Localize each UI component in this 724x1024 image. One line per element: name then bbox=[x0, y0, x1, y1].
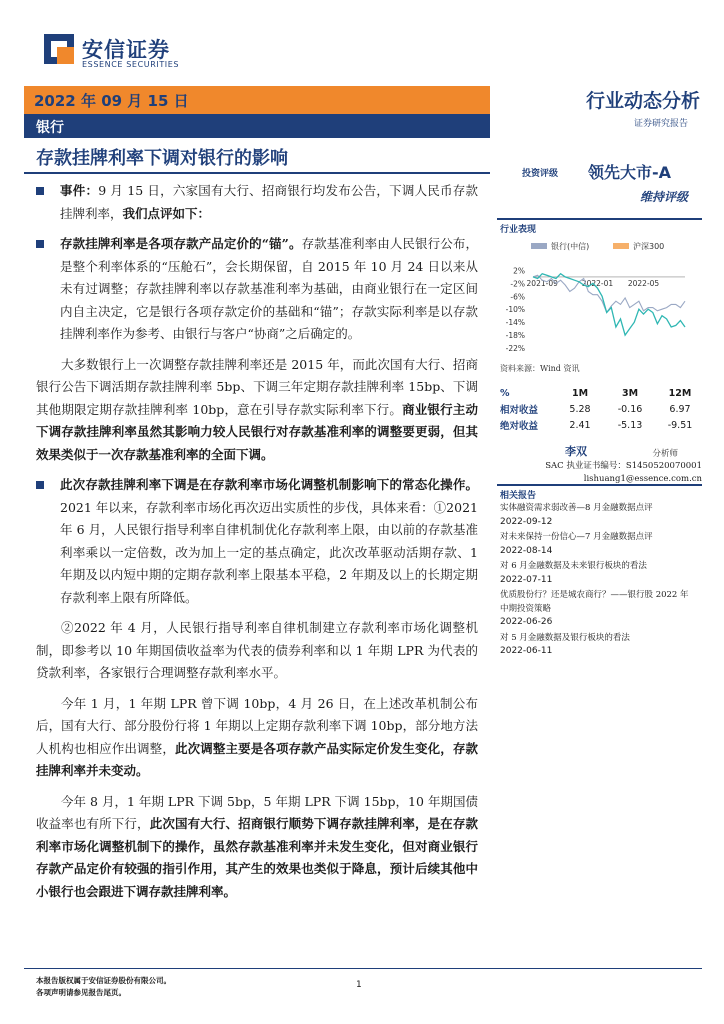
list-item[interactable] bbox=[500, 502, 690, 529]
row-label: 相对收益 bbox=[500, 405, 539, 416]
list-item[interactable] bbox=[500, 560, 690, 587]
analyst-name: 李双 bbox=[565, 445, 587, 458]
table-header: % bbox=[500, 387, 510, 399]
row-label: 绝对收益 bbox=[500, 421, 539, 432]
report-date: 2022 年 09 月 15 日 bbox=[34, 92, 189, 110]
related-report-date: 2022-08-14 bbox=[500, 545, 553, 556]
para-text: ②2022 年 4 月，人民银行指导利率自律机制建立存款利率市场化调整机制，即参考以 10 年期国债收益率为代表的债券利率和以 1 年期 LPR 为代表的贷款利率，各家银行合理调整存款利率水平。 bbox=[36, 620, 478, 680]
paragraph-event bbox=[36, 180, 478, 225]
table-cell: 6.97 bbox=[669, 403, 691, 415]
para-bold: 此次国有大行、招商银行顺势下调存款挂牌利率，是在存款利率市场化调整机制下的操作，虽然存款基准利率并未发生变化，但对商业银行存款产品定价有较强的指引作用，其产生的效果也类似于降息，预计后续其他中小银行也会跟进下调存款挂牌利率。 bbox=[36, 816, 478, 899]
footer-copyright: 本报告版权属于安信证券股份有限公司。 bbox=[36, 976, 171, 985]
related-report-title[interactable]: 实体融资需求弱改善—8 月金融数据点评 bbox=[500, 503, 653, 513]
legend-swatch bbox=[531, 243, 547, 249]
rating-value: 领先大市-A bbox=[588, 163, 672, 182]
para-lead: 此次存款挂牌利率下调是在存款利率市场化调整机制影响下的常态化操作。 bbox=[60, 477, 478, 492]
para-lead: 存款挂牌利率是各项存款产品定价的“锚”。 bbox=[60, 236, 302, 251]
y-tick-label: 2% bbox=[513, 266, 525, 276]
footer-disclaimer bbox=[36, 975, 171, 999]
related-report-title[interactable]: 对 5 月金融数据及银行板块的看法 bbox=[500, 632, 630, 643]
report-subtype: 证券研究报告 bbox=[633, 119, 688, 129]
para-text: 今年 8 月，1 年期 LPR 下调 5bp，5 年期 LPR 下调 15bp，10 年期国债收益率也有所下行， bbox=[36, 793, 478, 831]
related-report-title[interactable]: 对未来保持一份信心—7 月金融数据点评 bbox=[500, 532, 653, 542]
analyst-block bbox=[497, 445, 702, 486]
related-report-date: 2022-09-12 bbox=[500, 516, 553, 527]
table-cell: -5.13 bbox=[617, 419, 643, 431]
page-number: 1 bbox=[356, 980, 362, 990]
paragraph-january bbox=[36, 693, 478, 783]
table-cell: -0.16 bbox=[617, 403, 643, 415]
analyst-name-row bbox=[497, 445, 702, 460]
table-header-row bbox=[500, 385, 705, 401]
para-bold: 商业银行主动下调存款挂牌利率虽然其影响力较人民银行对存款基准利率的调整要更弱，但其效果类似于一次存款基准利率的全面下调。 bbox=[36, 401, 478, 462]
chart-source: 资料来源：Wind 资讯 bbox=[500, 364, 580, 373]
table-row bbox=[500, 417, 705, 433]
section-divider bbox=[497, 218, 702, 220]
performance-chart bbox=[497, 234, 702, 360]
industry-label: 银行 bbox=[36, 120, 64, 136]
para-text: 9 月 15 日，六家国有大行、招商银行均发布公告，下调人民币存款挂牌利率， bbox=[60, 183, 478, 221]
bullet-icon bbox=[36, 481, 44, 489]
table-cell: 2.41 bbox=[569, 419, 591, 431]
related-reports bbox=[500, 502, 690, 661]
para-bold: 我们点评如下： bbox=[122, 205, 211, 221]
table-row bbox=[500, 401, 705, 417]
related-report-date: 2022-07-11 bbox=[500, 574, 553, 585]
report-type: 行业动态分析 bbox=[585, 90, 700, 112]
table-header: 3M bbox=[621, 387, 639, 399]
analyst-email[interactable]: lishuang1@essence.com.cn bbox=[583, 474, 702, 484]
paragraph-august bbox=[36, 791, 478, 904]
table-header: 1M bbox=[571, 387, 589, 399]
x-tick-label: 2021-09 bbox=[526, 278, 558, 288]
para-bold: 此次调整主要是各项存款产品实际定价发生变化，存款挂牌利率并未变动。 bbox=[36, 740, 478, 778]
para-text: 大多数银行上一次调整存款挂牌利率还是 2015 年，而此次国有大行、招商银行公告下调活期存款挂牌利率 5bp、下调三年定期存款挂牌利率 15bp、下调其他期限定期存款挂牌利率 10bp，意在引导存款实际利率下行。 bbox=[36, 356, 478, 417]
rating-label: 投资评级 bbox=[522, 169, 559, 179]
analyst-role: 分析师 bbox=[652, 449, 678, 459]
page-title: 存款挂牌利率下调对银行的影响 bbox=[36, 148, 288, 169]
logo-english: ESSENCE SECURITIES bbox=[82, 60, 180, 69]
table-cell: -9.51 bbox=[667, 419, 693, 431]
paragraph-anchor bbox=[36, 233, 478, 346]
para-lead: 事件： bbox=[60, 183, 99, 198]
y-tick-label: -22% bbox=[505, 344, 525, 353]
para-text: 今年 1 月，1 年期 LPR 曾下调 10bp，4 月 26 日，在上述改革机制公布后，国有大行、部分股份行将 1 年期以上定期存款利率下调 10bp，部分地方法人机构也相应作出调整， bbox=[36, 695, 478, 756]
paragraph-market bbox=[36, 474, 478, 609]
y-tick-label: -10% bbox=[505, 305, 525, 315]
x-tick-label: 2022-01 bbox=[581, 278, 614, 288]
para-text: 2021 年以来，存款利率市场化再次迈出实质性的步伐，具体来看：①2021 年 6 月，人民银行指导利率自律机制优化存款利率上限，由以前的存款基准利率乘以一定倍数，改为加上一定的基点确定，此次改革驱动活期存款、1 年期及以内短中期的定期存款利率上限基本平稳，2 年期及以上的长期定期存款利率上限有所降低。 bbox=[60, 499, 478, 605]
logo-icon bbox=[44, 34, 74, 64]
performance-table bbox=[500, 385, 705, 433]
table-header: 12M bbox=[668, 387, 692, 399]
rating-sub: 维持评级 bbox=[639, 190, 688, 204]
related-report-date: 2022-06-26 bbox=[500, 617, 553, 627]
logo-name: 安信证券 bbox=[82, 38, 170, 62]
list-item[interactable] bbox=[500, 589, 690, 630]
footer-divider bbox=[24, 968, 702, 969]
related-report-date: 2022-06-11 bbox=[500, 646, 553, 656]
performance-title: 行业表现 bbox=[500, 225, 537, 235]
related-title: 相关报告 bbox=[500, 491, 537, 501]
para-text: 存款基准利率由人民银行公布，是整个利率体系的“压舱石”，会长期保留，自 2015 年 10 月 24 日以来从未有过调整；存款挂牌利率以存款基准利率为基础，由商业银行在一定区间内自主决定，它是银行各项存款定价的基础和“锚”；存款实际利率是以存款挂牌利率作为参考、由银行与客户“协商”之后确定的。 bbox=[60, 236, 478, 341]
y-tick-label: -2% bbox=[510, 279, 525, 289]
legend-label: 沪深300 bbox=[633, 242, 665, 251]
y-tick-label: -18% bbox=[505, 331, 525, 341]
bullet-icon bbox=[36, 240, 44, 248]
paragraph-adjustment bbox=[36, 354, 478, 467]
main-content bbox=[36, 180, 478, 911]
section-divider bbox=[497, 484, 702, 486]
list-item[interactable] bbox=[500, 632, 690, 659]
y-tick-label: -14% bbox=[505, 318, 525, 328]
title-divider bbox=[24, 172, 490, 174]
related-report-title[interactable]: 对 6 月金融数据及未来银行板块的看法 bbox=[500, 561, 647, 571]
industry-bar bbox=[24, 114, 490, 138]
x-tick-label: 2022-05 bbox=[627, 278, 660, 288]
footer-notice: 各项声明请参见报告尾页。 bbox=[36, 988, 126, 997]
legend-swatch bbox=[613, 243, 629, 249]
analyst-sac: SAC 执业证书编号：S1450520070001 bbox=[545, 461, 702, 471]
paragraph-mechanism bbox=[36, 617, 478, 685]
legend-label: 银行(中信) bbox=[551, 242, 590, 251]
bullet-icon bbox=[36, 187, 44, 195]
table-cell: 5.28 bbox=[569, 403, 591, 415]
related-report-title[interactable]: 优质股份行？还是城农商行？——银行股 2022 年中期投资策略 bbox=[500, 590, 689, 614]
y-tick-label: -6% bbox=[510, 292, 525, 302]
list-item[interactable] bbox=[500, 531, 690, 558]
